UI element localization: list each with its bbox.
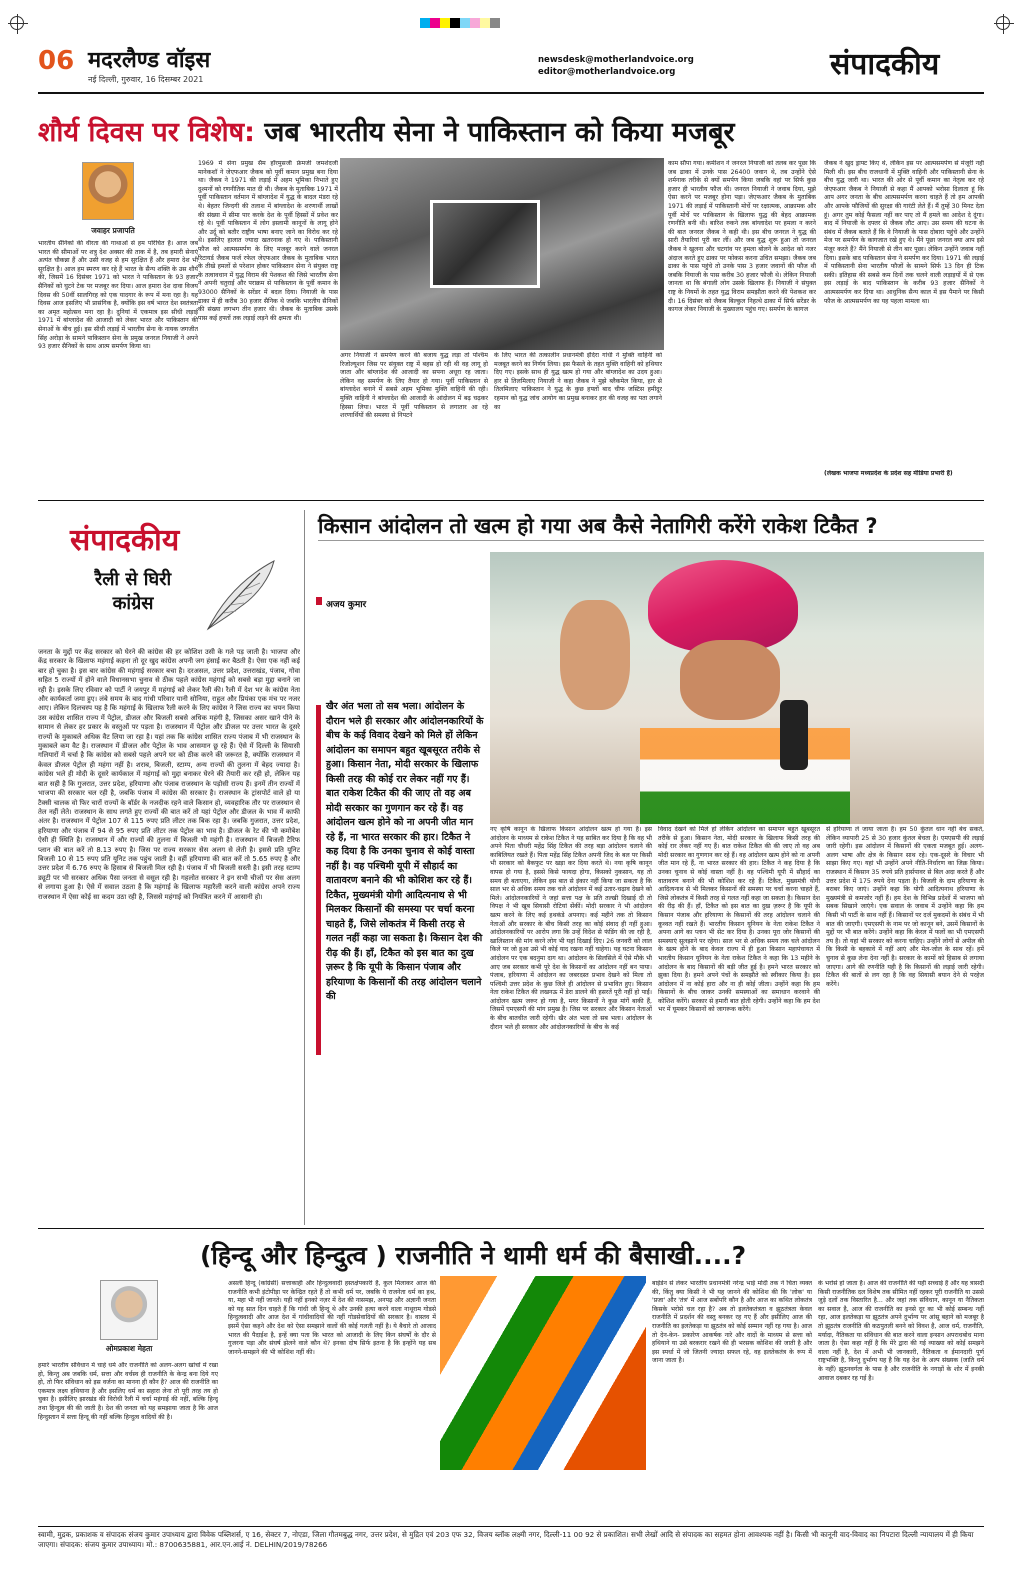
article1-col6: जैकब ने खुद ड्राफ्ट किए थे, लेकिन इस पर आत्मसमर्पण से मंजूरी नहीं मिली थी। इस बीच राजधानी में मुक्ति वाहिनी और पाकिस्तानी सेना के बीच युद्ध जारी था। भारत की ओर से पूर्वी कमान का नेतृत्व कर रहे जेएफआर जैकब ने नियाजी से कहा मैं आपको भरोसा दिलाता हूं कि आप अगर जनता के बीच आत्मसमर्पण करना चाहते हैं तो हम आपकी और आपके फौजियों की सुरक्षा की गारंटी लेते हैं। मैं तुम्हें 30 मिनट देता हूं। अगर तुम कोई फैसला नहीं कर पाए तो मैं हमले का आदेश दे दूंगा। बाद में नियाजी के दफ्तर से जैकब लौट आए। उस समय की घटना के संबंध में जैकब बताते हैं कि वे नियाजी के पास दोबारा पहुंचे और उन्होंने मेज पर समर्पण के कागजात रखे हुए थे। मैंने पूछा जनरल क्या आप इसे मंजूर करते हैं? मैंने नियाजी से तीन बार पूछा। लेकिन उन्होंने जवाब नहीं दिया। इसके बाद पाकिस्तान सेना ने समर्पण कर दिया। 1971 की लड़ाई में पाकिस्तानी सेना भारतीय फौजों के सामने सिर्फ 13 दिन ही टिक सकी। इतिहास की सबसे कम दिनों तक चलने वाली लड़ाइयों में से एक इस लड़ाई के बाद पाकिस्तान के करीब 93 हजार सैनिकों ने आत्मसमर्पण कर दिया था। आधुनिक सैन्य काल में इस पैमाने पर किसी फौज के आत्मसमर्पण का यह पहला मामला था। bbox=[824, 160, 984, 305]
dateline: नई दिल्ली, गुरुवार, 16 दिसम्बर 2021 bbox=[88, 75, 204, 84]
article2-col2: विवाद देखने को मिले हों लेकिन आंदोलन का समापन बहुत खूबसूरत तरीके से हुआ। किसान नेता, मोदी सरकार के खिलाफ किसी तरह की कोई रार लेकर नहीं गए हैं। बात राकेश टिकैत की की जाए तो वह अब मोदी सरकार का गुणगान कर रहे हैं। वह आंदोलन खत्म होने को ना अपनी जीत मान रहे हैं, ना भारत सरकार की हार। टिकैत ने कह दिया है कि उनका चुनाव से कोई वास्ता नहीं है। वह पश्चिमी यूपी में सौहार्द का वातावरण बनाने की भी कोशिश कर रहे हैं। टिकैत, मुख्यमंत्री योगी आदित्यनाथ से भी मिलकर किसानों की समस्या पर चर्चा करना चाहते हैं, जिसे लोकतंत्र में किसी तरह से गलत नहीं कहा जा सकता है। किसान देश की रीढ़ की हैं। हाँ, टिकैत को इस बात का दुख ज़रूर है कि यूपी के किसान पंजाब और हरियाणा के किसानों की तरह आंदोलन चलाने की कूव्वत नहीं रखते हैं। भारतीय किसान यूनियन के नेता राकेश टिकैत ने अपना आगे का प्लान भी सेट कर दिया है। उनका पूरा जोर किसानों की समस्याएं सुलझाने पर रहेगा। साल भर से अधिक समय तक चले आंदोलन के खत्म होने के बाद केवल राज्य में ही हुआ किसान महापंचायत में भारतीय किसान यूनियन के नेता राकेश टिकैत ने कहा कि 13 महीने के आंदोलन के बाद किसानों की बड़ी जीत हुई है। हमने भारत सरकार को झुका दिया है। हमने अपने पंचों के समझौते को स्वीकार किया है। इस आंदोलन में ना कोई हारा और ना ही कोई जीता। उन्होंने कहा कि हम किसानों के बीच जाकर उनकी समस्याओं का समाधान करवाने की कोशिश करेंगे। सरकार से हमारी बात होती रहेगी। उन्होंने कहा कि हम देश भर में घूमकर किसानों को जागरूक करेंगे। bbox=[658, 826, 820, 1014]
email-newsdesk: newsdesk@motherlandvoice.org bbox=[538, 55, 694, 65]
article3-col1: हमारे भारतीय संविधान में चाहे धर्म और राजनीति को अलग-अलग खांचों में रखा हो, किन्तु अब जबकि धर्म, सत्ता और वर्चस्व ही राजनीति के केन्द्र बना दिये गए हो, तो फिर संविधान को इस वर्जना का मानना ही कौन है? आज की राजनीति का एकमात्र लक्ष्य हथियाना है और इसलिए धर्म का सहारा लेना तो पूरी तरह तय हो चुका है। इसीलिए झारखंड की विरोधी रैली में चर्चा महंगाई की नहीं, बल्कि हिन्दू तथा हिन्दुत्व की की जाती है। देश की जनता को यह समझाया जाता है कि आज हिन्दुस्तान में सत्ता हिन्दू की नहीं बल्कि हिन्दुत्व वादियों की है। bbox=[38, 1362, 218, 1421]
signing-photo bbox=[430, 200, 540, 288]
page-number: 06 bbox=[38, 46, 75, 76]
article2-byline: अजय कुमार bbox=[326, 600, 367, 610]
imprint-footer: स्वामी, मुद्रक, प्रकाशक व संपादक संजय कुमार उपाध्याय द्वारा विवेक पब्लिशर्स, ए 16, सेक्टर 7, नोएडा, जिला गौतमबुद्ध नगर, उत्तर प्रदेश, से मुद्रित एवं 203 एफ 32, विजय ब्लॉक लक्ष्मी नगर, दिल्ली-11 00 92 से प्रकाशित। सभी लेखों आदि से संपादक का सहमत होना आवश्यक नहीं है। किसी भी कानूनी वाद-विवाद का निपटारा दिल्ली न्यायालय में ही किया जाएगा। संपादक: संजय कुमार उपाध्याय। मो.: 8700635881, आर.एन.आई नं. DELHIN/2019/78266 bbox=[38, 1530, 974, 1549]
article1-col4: के लिए भारत की तत्कालीन प्रधानमंत्री इंदिरा गांधी ने मुक्ति वाहिनी को मजबूत करने का निर्णय लिया। इस फैसले के तहत मुक्ति वाहिनी को हथियार दिए गए। इसके साथ ही युद्ध खत्म हो गया और बांग्लादेश का उदय हुआ। हार से तिलमिलाए नियाजी ने कहा जैकब ने मुझे ब्लैकमेल किया, हार से तिलमिलाए पाकिस्तान ने युद्ध के कुछ हफ्तों बाद चीफ जस्टिस हमीदूर रहमान को युद्ध जांच आयोग का प्रमुख बनाकर हार की वजह का पता लगाने का bbox=[494, 352, 662, 411]
column-divider bbox=[304, 510, 305, 1225]
byline-marker bbox=[316, 597, 322, 605]
article1-col3: अगर नियाजी ने समर्पण करने की बजाय युद्ध लड़ा तो पश्चिम रिजोल्यूशन जिस पर संयुक्त राष्ट्र में बहस हो रही थी वह लागू हो जाता और बांग्लादेश की आजादी का सपना अधूरा रह जाता। लेकिन वह समर्पण के लिए तैयार हो गया। पूर्वी पाकिस्तान से बांग्लादेश बनाने में सबसे अहम भूमिका मुक्ति वाहिनी की रही। मुक्ति वाहिनी ने बांग्लादेश की आजादी के आंदोलन में बढ़ चढ़कर हिस्सा लिया। भारत में पूर्वी पाकिस्तान से लगातार आ रहे शरणार्थियों की समस्या से निपटने bbox=[340, 352, 488, 420]
newspaper-name: मदरलैण्ड वॉइस bbox=[88, 48, 211, 73]
quill-feather-icon bbox=[200, 555, 280, 635]
author-photo bbox=[82, 162, 134, 220]
author-name: जवाहर प्रजापति bbox=[91, 226, 135, 235]
section-rule bbox=[38, 500, 984, 501]
registration-mark-icon bbox=[996, 16, 1010, 30]
section-rule bbox=[38, 1228, 984, 1229]
article2-headline: किसान आंदोलन तो खत्म हो गया अब कैसे नेतागिरी करेंगे राकेश टिकैत ? bbox=[318, 514, 878, 538]
microphone bbox=[780, 700, 808, 770]
article1-headline-red: शौर्य दिवस पर विशेष: bbox=[38, 117, 255, 148]
pink-turban bbox=[648, 560, 798, 652]
article1-col2: 1969 में सेना प्रमुख सैम हॉरमुसजी फ्रेमजी जमशेदजी मानेकशॉ ने जेएफआर जैकब को पूर्वी कमान प्रमुख बना दिया था। जैकब ने 1971 की लड़ाई में अहम भूमिका निभाते हुए दुश्मनों को रणनीतिक मात दी थी। जैकब के मुताबिक 1971 में पूर्वी पाकिस्तान वर्तमान में बांग्लादेश में युद्ध के बादल मंडरा रहे थे। बेहतर जिन्दगी की तलाश में बांग्लादेश के शरणार्थी लाखों की संख्या में सीमा पार करके देश के पूर्वी हिस्सों में प्रवेश कर रहे थे। पूर्वी पाकिस्तान में लोग इस्लामी कानूनों के लागू होने और उर्दू को बतौर राष्ट्रीय भाषा बनाए जाने का विरोध कर रहे थे। इसलिए हालात ज्यादा खतरनाक हो गए थे। पाकिस्तानी फौज को आत्मसमर्पण के लिए मजबूर करने वाले जनरल रिटायर्ड जैकब फर्ज रफेल जेएफआर जैकब के मुताबिक भारत के तीखे हमलों से परेशान होकर पाकिस्तान सेना ने संयुक्त राष्ट्र के तत्वावधान में युद्ध विराम की पेशकश की जिसे भारतीय सेना ने अपनी चतुराई और पराक्रम से पाकिस्तान के पूर्वी कमान के 93000 सैनिकों के सरेंडर में बदल दिया। नियाजी के पास ढाका में ही करीब 30 हजार सैनिक थे जबकि भारतीय सैनिकों की संख्या लगभग तीन हजार थी। जैकब के मुताबिक उसके पास कई हफ्तों तक लड़ाई लड़ने की क्षमता थी। bbox=[198, 160, 338, 322]
registration-mark-icon bbox=[10, 16, 24, 30]
raised-hand bbox=[560, 600, 630, 710]
section-title: संपादकीय bbox=[830, 47, 940, 82]
rally-flags-photo bbox=[440, 1276, 646, 1470]
face bbox=[680, 640, 780, 720]
article1-headline bbox=[38, 112, 735, 149]
pull-quote-bar bbox=[316, 705, 321, 1055]
email-editor: editor@motherlandvoice.org bbox=[538, 67, 676, 77]
masthead-rule bbox=[38, 92, 984, 94]
article3-headline: (हिन्दू और हिन्दुत्व ) राजनीति ने थामी धर्म की बैसाखी....? bbox=[200, 1241, 747, 1270]
editorial-title: रैली से घिरी कांग्रेस bbox=[94, 569, 172, 614]
article1-col5: काम सौंपा गया। कमीशन ने जनरल नियाजी को तलब कर पूछा कि जब ढाका में उनके पास 26400 जवान थे, तब उन्होंने ऐसे शर्मनाक तरीके से क्यों समर्पण किया जबकि वहां पर सिर्फ कुछ हजार ही भारतीय फौज थी। जनरल नियाजी ने जवाब दिया, मुझे ऐसा करने पर मजबूर होना पड़ा। जेएफआर जैकब के मुताबिक 1971 की लड़ाई में पाकिस्तानी मोर्चे पर रक्षात्मक, आक्रामक और पूर्वी मोर्चे पर पाकिस्तान के खिलाफ युद्ध की बेहद आक्रामक रणनीति बनी थी। बारिश रुकने तक बांग्लादेश पर हमला न करने की बात जनरल जैकब ने कही थी। इस बीच जनरल ने युद्ध की सारी तैयारियां पूरी कर लीं। और जब युद्ध शुरू हुआ तो जनरल जैकब ने खुलना और चटगांव पर हमला बोलने के आदेश को नजर अंदाज करते हुए ढाका पर फोकस करना उचित समझा। जैकब जब ढाका के पास पहुंचे तो उनके पास 3 हजार जवानों की फौज थी जबकि नियाजी के पास करीब 30 हजार फौजी थे। लेकिन नियाजी जानता था कि बंगाली लोग उसके खिलाफ हैं। नियाजी ने संयुक्त राष्ट्र के नियमों के तहत युद्ध विराम समझौता करने की पेशकश कर दी। 16 दिसंबर को जैकब बिल्कुल निहत्थे ढाका में सिर्फ सरेंडर के कागज लेकर नियाजी के मुख्यालय पहुंच गए। समर्पण के कागज bbox=[668, 160, 816, 314]
contact-emails bbox=[538, 54, 694, 78]
author-name-2: ओमप्रकाश मेहता bbox=[105, 1344, 153, 1353]
article2-col1: नए कृषि कानून के खिलाफ किसान आंदोलन खत्म हो गया है। इस आंदोलन के माध्यम से राकेश टिकैत ने यह साबित कर दिया है कि वह भी अपने पिता चौधरी महेंद्र सिंह टिकैत की तरह बड़ा आंदोलन चलाने की काबिलियत रखते हैं। पिता महेंद्र सिंह टिकैत अपनी जिद के बल पर किसी भी सरकार को बैकफुट पर खड़ा कर दिया करते थे। नया कृषि कानून वापस हो गया है, इससे किसे फायदा होगा, किसको नुकसान, यह तो समय ही बताएगा, लेकिन इस बात से इंकार नहीं किया जा सकता है कि साल भर से अधिक समय तक चले आंदोलन में कई उतार-चढ़ाव देखने को मिले। आंदोलनकारियों ने जहां सत्ता पक्ष के प्रति तल्खी दिखाई दी तो विपक्ष ने भी खूब सियासी रोटियां सेंकीं। मोदी सरकार ने भी आंदोलन खत्म करने के लिए कई हथकंडे अपनाए। कई महीने तक तो किसान नेताओं और सरकार के बीच किसी तरह का कोई संवाद ही नहीं हुआ। आंदोलनकारियों पर आरोप लगा कि उन्हें विदेश से फंडिंग की जा रही है, खालिस्तान की मांग करने लोग भी यहां दिखाई दिए। 26 जनवरी को लाल किले पर जो हुआ उसे भी कोई याद रखना नहीं चाहेगा। यह घटना किसान आंदोलन पर एक बदनुमा दाग था। आंदोलन के सिलसिले में ऐसे मौके भी आए जब सरकार कभी पूरे देश के किसानों का आंदोलन नहीं बन पाया। पंजाब, हरियाणा में आंदोलन का जबरदस्त प्रभाव देखने को मिला तो पश्चिमी उत्तर प्रदेश के कुछ जिले ही आंदोलन से प्रभावित हुए। किसान नेता राकेश टिकैत की लखनऊ में डेरा डालने की हसरतें पूरी नहीं हो पाईं। आंदोलन खत्म जरूर हो गया है, मगर किसानों ने कुछ मांगें बाकी हैं, जिसमें एमएसपी की मांग प्रमुख है। जिस पर सरकार और किसान नेताओं के बीच बातचीत जारी रहेगी। खैर अंत भला तो सब भला। आंदोलन के दौरान भले ही सरकार और आंदोलनकारियों के बीच के कई bbox=[490, 826, 652, 1031]
article3-photo-caption-text bbox=[440, 1472, 646, 1520]
headline-rule bbox=[318, 540, 984, 541]
article3-col3: बाईडेन से लेकर भारतीय प्रधानमंत्री नरेन्द्र भाई मोदी तक ने चिंता व्यक्त की, किंतु क्या किसी ने भी यह जानने की कोशिश की कि 'लोक' या 'प्रजा' और 'तंत्र' में आज सबोंपरि कौन है और आज का कथित लोकतंत्र किसके भरोसे चल रहा है? अब तो इलतेकतंत्रता व झूठतंत्रता केवल राजनीति में प्रदर्शन की वस्तु बनकर रह गए हैं और इसीलिए आज की राजनीति का इलतेकड़ा या झूठतंत्र को कोई सम्मान नहीं रह गया है। आज तो देन-केन- प्रकारेण आकर्षक नारे और वादों के माध्यम से सत्ता को हथियाने या उसे बरकरार रखने की ही भरसक कोशिश की जाती है और इस स्पर्धा में जो जितनी ज्यादा सफल रहे, वह इलतेकतंत्र के रूप में जाना जाता है। bbox=[652, 1280, 812, 1365]
tricolor-scarf bbox=[640, 728, 850, 824]
article1-col1: भारतीय सैनिकों की वीरता की गाथाओं से हम परिचित हैं। आज जब भारत की सीमाओं पर शत्रु देश अक्सर की ताक में है, तब हमारी सेनाएं अत्यंत चौकन्ना हैं और उसी वजह से हम सुरक्षित हैं और हमारा देश भी सुरक्षित है। आज हम स्मरण कर रहे हैं भारत के सैन्य शक्ति के उस शौर्य की, जिसमें 16 दिसंबर 1971 को भारत ने पाकिस्तान के 93 हजार सैनिकों को घुटने टेक पर मजबूर कर दिया। आज हमारा देश दावा विजय दिवस की 50वीं सालगिरह को एक यादगार के रूप में मना रहा है। यह दिवस आज इसलिए भी प्रासंगिक है, क्योंकि इस वर्ष भारत देश स्वतंत्रता का अमृत महोत्सव मना रहा है। दुनियां में एकमात्र इस सीधी लड़ाई 1971 में बांग्लादेश की आजादी को लेकर भारत और पाकिस्तान की सेनाओं के बीच हुई। इस सीधी लड़ाई में भारतीय सेना के नायक जगजीत सिंह अरोड़ा के सामने पाकिस्तान सेना के प्रमुख जनरल नियाजी ने अपने 93 हजार सैनिकों के साथ आत्म समर्पण किया था। bbox=[38, 240, 198, 351]
article3-col4: के भरोसे हो जाता है। आज की राजनीति की यही सच्चाई है और यह त्रासदी किसी राजनीतिक दल विशेष तक सीमित नहीं रहकर पूरी राजनीति या उससे जुड़े दलों तक विस्तारित है... और जहां तक संविधान, कानून या नैतिकता का सवाल है, आज की राजनीति का इनसे दूर का भी कोई सम्बन्ध नहीं रहा, आज इलतेकड़ा या झूठतंत्र अपने दुर्भाग्य पर आंसू बहाने को मजबूर है तो झूठतंत्र राजनीति की कठपुतली बनने को विवश है, आज धर्म, राजनीति, मर्यादा, नैतिकता या संविधान की बात करने वाला इन्सान अपराधबोध माना जाता है। ऐसा कहा नहीं है कि मेरे द्वारा की गई व्याख्या को कोई समझने वाला नहीं है, देश में अभी भी जानकारी, नैतिकता व ईमानदारी पूर्ण राष्ट्रभक्ति है, किन्तु दुर्भाग्य यह है कि यह देश के अल्प संख्यक (जाति धर्म के नहीं) झूठनवर्गता के पास है और राजनीति के नगाड़ों के शोर में इनकी आवाज दबकर रह गई है। bbox=[818, 1280, 984, 1382]
editorial-body: जनता के मुद्दों पर केंद्र सरकार को घेरने की कांग्रेस की हर कोशिश उसी के गले पड़ जाती है। भाजपा और केंद्र सरकार के खिलाफ महंगाई कहना तो दूर खुद कांग्रेस अपनी जग हंसाई कर बैठती है। ऐसा एक नहीं कई बार हो चुका है। इस बार कांग्रेस की महंगाई सरकार बचा है। दरअसल, उत्तर प्रदेश, उत्तराखंड, पंजाब, गोवा सहित 5 राज्यों में होने वाले विधानसभा चुनाव से ठीक पहले कांग्रेस महंगाई को सबसे बड़ा मुद्दा बनाने जा रही है। इसके लिए रविवार को पार्टी ने जयपुर में महंगाई को लेकर रैली की। रैली में देश भर के कांग्रेस नेता और कार्यकर्ता जमा हुए। लंबे समय के बाद गांधी परिवार यानी सोनिया, राहुल और प्रियंका एक मंच पर नजर आए। लेकिन दिलचस्प यह है कि महंगाई के खिलाफ रैली करने के लिए कांग्रेस ने जिस राज्य का चयन किया उस कांग्रेस शासित राज्य में पेट्रोल, डीजल और बिजली सबसे अधिक महंगी है, जिसका असर खाने पीने के सामान से लेकर हर प्रकार के वस्तुओं पर पड़ता है। राजस्थान में पेट्रोल और डीजल पर उत्तर भारत के दूसरे राज्यों के मुकाबले अधिक वैट लिया जा रहा है। यहां तक कि कांग्रेस शासित राज्य पंजाब में भी राजस्थान के मुकाबले कम वैट है। राजस्थान में डीजल और पेट्रोल के भाव आसमान छू रहे हैं। ऐसे में दिल्ली के सियासी गलियारों में चर्चा है कि कांग्रेस को सबसे पहले अपने घर को ठीक करने की जरूरत है, क्योंकि राजस्थान में केवल डीजल पेट्रोल ही महंगा नहीं है। शराब, बिजली, स्टाम्प, अन्य राज्यों की तुलना में बेहद ज्यादा है। कांग्रेस भले ही मोदी के दूसरे कार्यकाल में महंगाई को मुद्दा बनाकर घेरने की तैयारी कर रही हो, लेकिन यह बात सही है कि गुजरात, उत्तर प्रदेश, हरियाणा और पंजाब राजस्थान के पड़ोसी राज्य हैं। इनमें तीन राज्यों में भाजपा की सरकार चल रही है, जबकि पंजाब में कांग्रेस की सरकार है। राजस्थान के ट्रांसपोर्ट वाले हो या टैक्सी चालक वो फिर चारों राज्यों के बॉर्डर के नजदीक रहने वाले किसान हो, व्यवहारिक तौर पर राजस्थान से तेल नहीं लेते। राजस्थान के साथ लगते हुए राज्यों की बात करें तो यहां पेट्रोल और डीजल के भाव में काफी अंतर है। राजस्थान में पेट्रोल 107 से 115 रुपए प्रति लीटर तक बिक रहा है। जबकि गुजरात, उत्तर प्रदेश, हरियाणा और पंजाब में 94 से 95 रुपए प्रति लीटर तक पेट्रोल का भाव है। डीजल के रेट की भी कमोबेश ऐसी ही स्थिति है। राजस्थान में और राज्यों की तुलना में बिजली भी महंगी है। राजस्थान में बिजली टैरिफ प्लान की बात करें तो 8.13 रुपए है। जिस पर राज्य सरकार सेस अलग से लेती है। इससे प्रति यूनिट बिजली 10 से 15 रुपए प्रति यूनिट तक पहुंच जाती है। वहीं हरियाणा की बात करें तो 5.65 रुपए है और उत्तर प्रदेश में 6.76 रुपए के हिसाब से बिजली मिल रही है। पंजाब में भी बिजली सस्ती है। इसी तरह स्टाम्प ड्यूटी पर भी सरकार अधिक पैसा जनता से वसूल रही है। गहलोत सरकार ने इन सभी चीजों पर सेस अलग से लगाया हुआ है। ऐसे में सवाल उठता है कि महंगाई के खिलाफ महारैली करने वाली कांग्रेस अपने राज्य राजस्थान में ऐसा कोई सा कदम उठा रही है, जिससे महंगाई को नियंत्रित करने में आसानी हो। bbox=[38, 648, 300, 901]
article1-headline-black: जब भारतीय सेना ने पाकिस्तान को किया मजबूर bbox=[264, 117, 735, 148]
pull-quote: खैर अंत भला तो सब भला। आंदोलन के दौरान भले ही सरकार और आंदोलनकारियों के बीच के कई विवाद देखने को मिले हों लेकिन आंदोलन का समापन बहुत खूबसूरत तरीके से हुआ। किसान नेता, मोदी सरकार के खिलाफ किसी तरह की कोई रार लेकर नहीं गए हैं। बात राकेश टिकैत की की जाए तो वह अब मोदी सरकार का गुणगान कर रहे हैं। वह आंदोलन खत्म होने को ना अपनी जीत मान रहे हैं, ना भारत सरकार की हार। टिकैत ने कह दिया है कि उनका चुनाव से कोई वास्ता नहीं है। वह पश्चिमी यूपी में सौहार्द का वातावरण बनाने की भी कोशिश कर रहे हैं। टिकैत, मुख्यमंत्री योगी आदित्यनाथ से भी मिलकर किसानों की समस्या पर चर्चा करना चाहते हैं, जिसे लोकतंत्र में किसी तरह से गलत नहीं कहा जा सकता है। किसान देश की रीढ़ की हैं। हाँ, टिकैत को इस बात का दुख ज़रूर है कि यूपी के किसान पंजाब और हरियाणा के किसानों की तरह आंदोलन चलाने की bbox=[326, 701, 484, 1002]
editorial-label: संपादकीय bbox=[70, 523, 180, 558]
article3-col2: असली हिन्दू (कांग्रेसी) सत्ताकाही और हिन्दुत्ववादी हस्तक्षेपकारी है, कुल मिलाकर आज की राजनीति कभी इंटोपीड़ा पर केन्द्रित रहते हैं तो कभी धर्म पर, जबकि ये राजनेता धर्म का हश्र, या, महा भी नहीं जानते। यही नहीं इनको नज़र में देश की नासमझ, अनपढ़ और अज्ञानी जनता को यह सात दिन चाहते हैं कि गांधी जी हिन्दू थे और उनकी हत्या करने वाला नाथूराम गोडसे हिन्दुत्ववादी और आज देश में गांधीवादियों की नहीं गोडसेवादियों की सरकार है। वास्तव में इसमें ऐसा कहने और देश को ऐसा समझाने वालों की कोई गलती नहीं है। ये बैचारे तो आजाद भारत की पैदाईश है, इन्हें क्या पता कि भारत को आजादी के लिए किन संघर्षों के दौर से गुजरना पड़ा और संघर्ष झेलने वाले कौन थे? इनका दोष सिर्फ इतना है कि इन्होंने यह सब जानने-समझने की भी कोशिश नहीं की। bbox=[228, 1280, 436, 1356]
author-photo-2 bbox=[100, 1280, 158, 1340]
author-note: (लेखक भाजपा मध्यप्रदेश के प्रदेश सह मीडिया प्रभारी हैं) bbox=[824, 470, 953, 477]
footer-rule bbox=[38, 1526, 984, 1527]
article2-col3: से हरियाणा ले जाया जाता है। हम 50 कुंतल धान नहीं बेच सकते, लेकिन व्यापारी 25 से 30 हजार कुंतल बेचता है। एमएसपी की लड़ाई जारी रहेगी। इस आंदोलन में किसानों की एकता मजबूत हुई। अलग-अलग भाषा और क्षेत्र के किसान साथ रहे। एक-दूसरे के विचार भी साझा किए गए। यहां भी उन्होंने अपने नीति-निर्धारण का जिक्र किया। राजस्थान में किसान 35 रुपये प्रति हार्सपावर से बिल अदा करते हैं और उत्तर प्रदेश में 175 रुपये देना पड़ता है। बिजली के दाम हरियाणा के बराबर किए जाएं। उन्होंने कहा कि योगी आदित्यनाथ हरियाणा के मुख्यमंत्री से कमजोर नहीं हैं। हम देश के विभिन्न प्रदेशों में भाजपा को सबक सिखाने जाएंगे। एक सवाल के जवाब में उन्होंने कहा कि हम किसी भी पार्टी के साथ नहीं हैं। किसानों पर दर्ज मुकदमों के संबंध में भी बात की जाएगी। एमएसपी के नाम पर जो कानून बने, उसमें किसानों के मुद्दों पर भी बात करेंगे। उन्होंने कहा कि केरल में फलों का भी एमएसपी तय है। तो यहां भी सरकार को करना चाहिए। उन्होंने लोगों से अपील की कि किसी के बहकावे में नहीं आएं और मेल-जोल के साथ रहें। हमें चुनाव से कुछ लेना देना नहीं है। सरकार के कामों को हिसाब से लगाया जाएगा। आगे की रणनीति यही है कि किसानों की लड़ाई जारी रहेगी। टिकैत की बातों से लग रहा है कि वह सियासी बयान देने से परहेज करेंगे। bbox=[826, 826, 984, 988]
color-bar bbox=[420, 18, 500, 28]
